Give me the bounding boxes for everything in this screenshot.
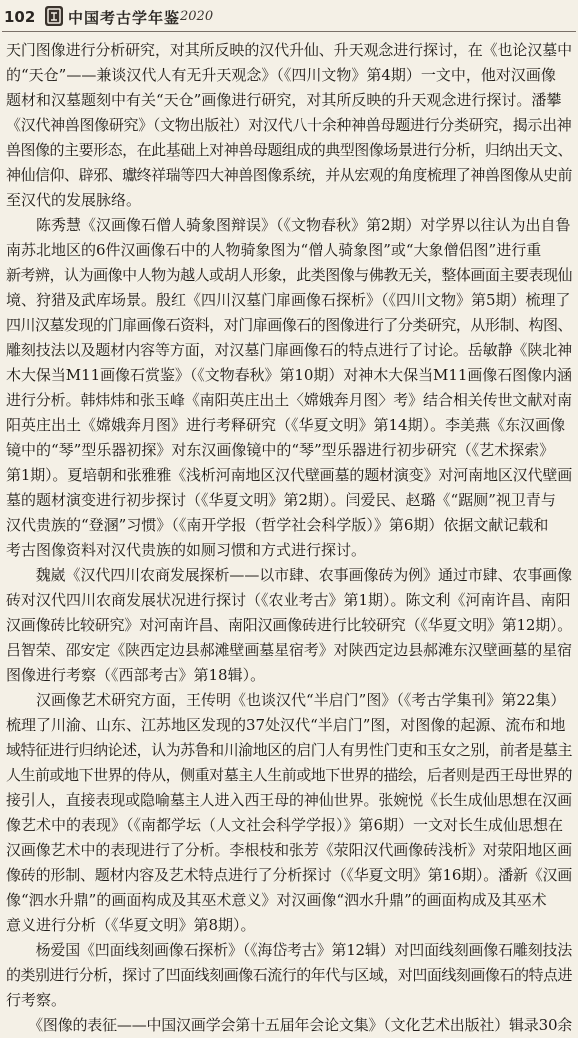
text-line: 吕智荣、邵安定《陕西定边县郝滩壁画墓星宿考》对陕西定边县郝滩东汉壁画墓的星宿 (6, 641, 572, 659)
text-line: 魏崴《汉代四川农商发展探析——以市肆、农事画像砖为例》通过市肆、农事画像 (6, 566, 572, 584)
text-line: 接引人，直接表现或隐喻墓主人进入西王母的神仙世界。张婉悦《长生成仙思想在汉画 (6, 791, 572, 809)
text-line: 《图像的表征——中国汉画学会第十五届年会论文集》（文化艺术出版社）辑录30余 (6, 1016, 572, 1034)
text-line: 砖对汉代四川农商发展状况进行探讨（《农业考古》第1期）。陈文利《河南许昌、南阳 (6, 591, 571, 609)
header-divider (2, 31, 576, 32)
text-line: 汉画像艺术研究方面，王传明《也谈汉代“半启门”图》（《考古学集刊》第22集） (6, 691, 566, 709)
text-line: 镜中的“琴”型乐器初探》对东汉画像镜中的“琴”型乐器进行初步研究（《艺术探索》 (6, 441, 555, 459)
seal-logo-icon (44, 5, 64, 27)
text-line: 考古图像资料对汉代贵族的如厕习惯和方式进行探讨。 (6, 541, 367, 559)
journal-year: 2020 (180, 9, 214, 24)
text-line: 汉代贵族的“登溷”习惯》（《南开学报（哲学社会科学版）》第6期）依据文献记载和 (6, 516, 549, 534)
text-line: 新考辨，认为画像中人物为越人或胡人形象，此类图像与佛教无关，整体画面主要表现仙 (6, 266, 572, 284)
text-line: 南苏北地区的6件汉画像石中的人物骑象图为“僧人骑象图”或“大象僧侣图”进行重 (6, 241, 542, 259)
text-line: 域特征进行归纳论述，认为苏鲁和川渝地区的启门人有男性门吏和玉女之别，前者是墓主 (6, 741, 572, 759)
text-line: 梳理了川渝、山东、江苏地区发现的37处汉代“半启门”图，对图像的起源、流布和地 (6, 716, 566, 734)
text-line: 进行分析。韩炜炜和张玉峰《南阳英庄出土〈嫦娥奔月图〉考》结合相关传世文献对南 (6, 391, 572, 409)
text-line: 神仙信仰、辟邪、瓛终祥瑞等四大神兽图像系统，并从宏观的角度梳理了神兽图像从史前 (6, 166, 572, 184)
text-line: 人生前或地下世界的侍从，侧重对墓主人生前或地下世界的描绘，后者则是西王母世界的 (6, 766, 572, 784)
text-line: 《汉代神兽图像研究》（文物出版社）对汉代八十余种神兽母题进行分类研究，揭示出神 (6, 116, 572, 134)
text-line: 行考察。 (6, 991, 67, 1009)
text-line: 至汉代的发展脉络。 (6, 191, 142, 209)
text-line: 杨爱国《凹面线刻画像石探析》（《海岱考古》第12辑）对凹面线刻画像石雕刻技法 (6, 941, 572, 959)
text-line: 境、狩猎及武库场景。殷红《四川汉墓门扉画像石探析》（《四川文物》第5期）梳理了 (6, 291, 571, 309)
text-line: 第1期）。夏培朝和张雅雅《浅析河南地区汉代壁画墓的题材演变》对河南地区汉代壁画 (6, 466, 572, 484)
text-line: 天门图像进行分析研究，对其所反映的汉代升仙、升天观念进行探讨，在《也论汉墓中 (6, 41, 572, 59)
text-line: 阳英庄出土《嫦娥奔月图》进行考释研究（《华夏文明》第14期）。李美燕《东汉画像 (6, 416, 566, 434)
text-line: 像“泗水升鼎”的画面构成及其巫术意义》对汉画像“泗水升鼎”的画面构成及其巫术 (6, 891, 547, 909)
text-line: 的“天仓”——兼谈汉代人有无升天观念》（《四川文物》第4期）一文中，他对汉画像 (6, 66, 556, 84)
text-line: 墓的题材演变进行初步探讨（《华夏文明》第2期）。闫爱民、赵璐《“踞厕”视卫青与 (6, 491, 556, 509)
text-line: 题材和汉墓题刻中有关“天仓”画像进行研究，对其所反映的升天观念进行探讨。潘攀 (6, 91, 562, 109)
text-line: 像艺术中的表现》（《南都学坛（人文社会科学学报）》第6期）一文对长生成仙思想在 (6, 816, 564, 834)
text-line: 像砖的形制、题材内容及艺术特点进行了分析探讨（《华夏文明》第16期）。潘新《汉画 (6, 866, 572, 884)
text-line: 兽图像的主要形态，在此基础上对神兽母题组成的典型图像场景进行分析，归纳出天文、 (6, 141, 572, 159)
text-line: 意义进行分析（《华夏文明》第8期）。 (6, 916, 256, 934)
page-number: 102 (4, 8, 36, 26)
text-line: 图像进行考察（《西部考古》第18辑）。 (6, 666, 266, 684)
text-line: 汉画像砖比较研究》对河南许昌、南阳汉画像砖进行比较研究（《华夏文明》第12期）。 (6, 616, 572, 634)
text-line: 四川汉墓发现的门扉画像石资料，对门扉画像石的图像进行了分类研究，从形制、构图、 (6, 316, 572, 334)
text-line: 雕刻技法以及题材内容等方面，对汉墓门扉画像石的特点进行了讨论。岳敏静《陕北神 (6, 341, 572, 359)
text-line: 木大保当M11画像石赏鉴》（《文物春秋》第10期）对神木大保当M11画像石图像内涵 (6, 366, 572, 384)
text-line: 陈秀慧《汉画像石僧人骑象图辩误》（《文物春秋》第2期）对学界以往认为出自鲁 (6, 216, 571, 234)
text-line: 汉画像艺术中的表现进行了分析。李根枝和张芳《荥阳汉代画像砖浅析》对荥阳地区画 (6, 841, 572, 859)
journal-title: 中国考古学年鉴 (68, 9, 181, 27)
running-header (0, 0, 578, 34)
article-body (6, 38, 572, 1038)
text-line: 的类别进行分析，探讨了凹面线刻画像石流行的年代与区域，对凹面线刻画像石的特点进 (6, 966, 572, 984)
